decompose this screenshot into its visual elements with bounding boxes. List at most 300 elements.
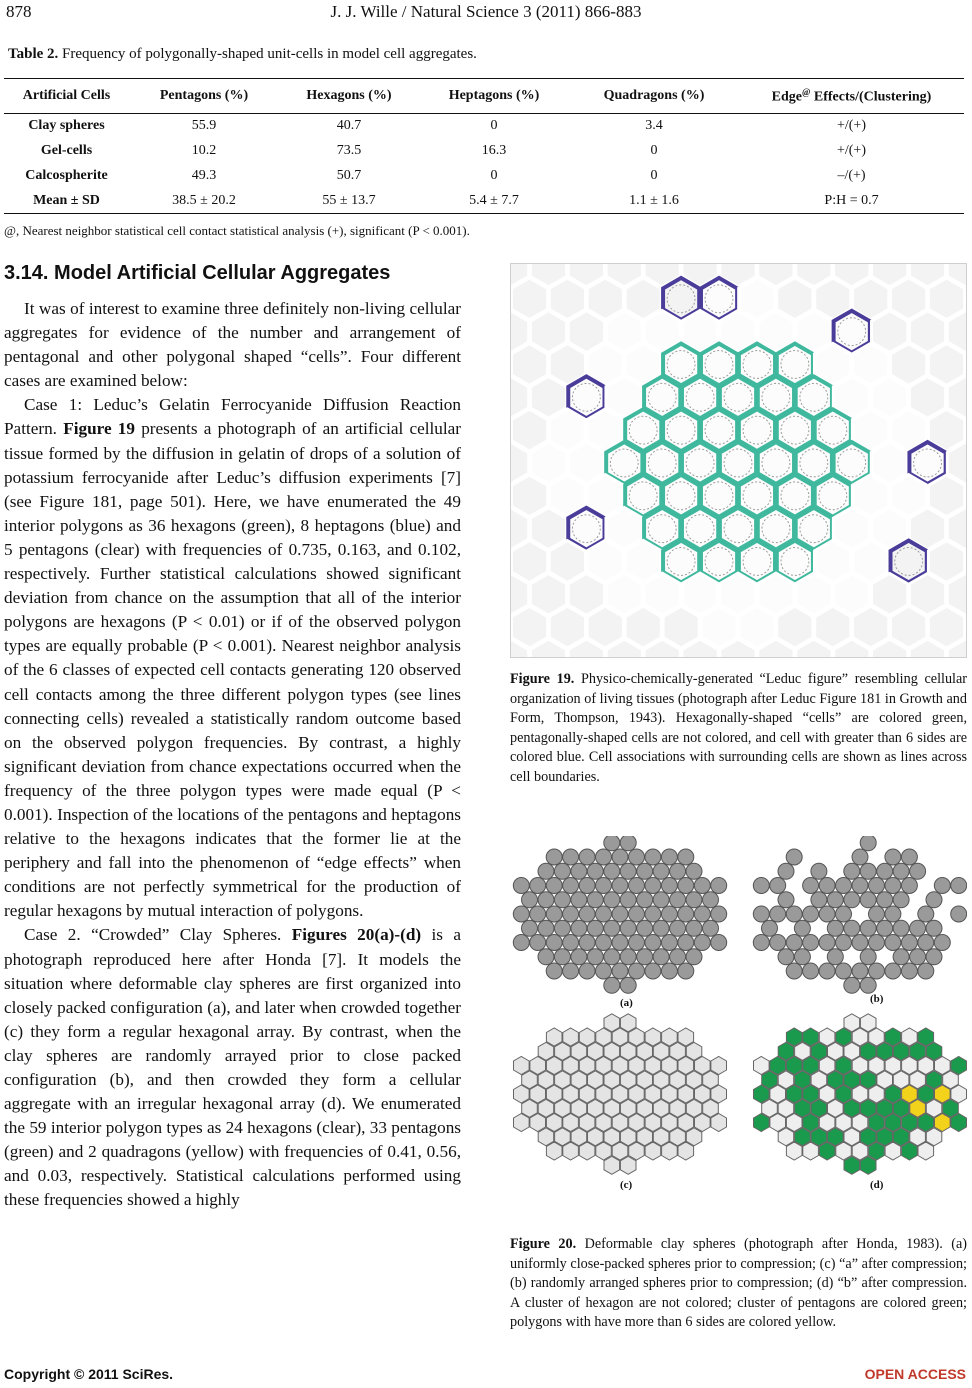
clay-sphere bbox=[554, 949, 570, 965]
clay-sphere bbox=[703, 892, 719, 908]
clay-sphere bbox=[653, 892, 669, 908]
clay-sphere bbox=[753, 906, 769, 922]
clay-sphere bbox=[951, 906, 967, 922]
table-header-cell: Hexagons (%) bbox=[279, 79, 419, 114]
clay-sphere bbox=[604, 892, 620, 908]
table-cell: +/(+) bbox=[836, 118, 866, 134]
clay-sphere bbox=[711, 878, 727, 894]
table-header-cell: Pentagons (%) bbox=[129, 79, 279, 114]
clay-sphere bbox=[893, 892, 909, 908]
clay-sphere bbox=[893, 863, 909, 879]
clay-sphere bbox=[670, 949, 686, 965]
background-cell bbox=[966, 409, 967, 451]
clay-sphere bbox=[563, 906, 579, 922]
clay-sphere bbox=[522, 920, 538, 936]
clay-sphere bbox=[836, 906, 852, 922]
clear-hexagon-cell bbox=[869, 1057, 885, 1075]
background-cell bbox=[966, 278, 967, 320]
clay-sphere bbox=[662, 1085, 678, 1103]
clay-sphere bbox=[869, 878, 885, 894]
table-header-cell: Heptagons (%) bbox=[419, 79, 569, 114]
clay-sphere bbox=[554, 920, 570, 936]
clay-sphere bbox=[604, 920, 620, 936]
green-pentagon-cell bbox=[885, 1085, 901, 1103]
clay-sphere bbox=[571, 863, 587, 879]
clear-hexagon-cell bbox=[836, 1114, 852, 1132]
clay-sphere bbox=[530, 935, 546, 951]
clay-sphere bbox=[530, 1114, 546, 1132]
clay-sphere bbox=[522, 892, 538, 908]
clay-sphere bbox=[819, 935, 835, 951]
clay-sphere bbox=[885, 878, 901, 894]
panel-label: (d) bbox=[870, 1179, 884, 1191]
clay-sphere bbox=[629, 963, 645, 979]
clay-sphere bbox=[546, 1114, 562, 1132]
clay-sphere bbox=[604, 1156, 620, 1174]
clay-sphere bbox=[885, 935, 901, 951]
clay-sphere bbox=[612, 935, 628, 951]
clay-sphere bbox=[678, 1142, 694, 1160]
clear-hexagon-cell bbox=[852, 1114, 868, 1132]
body-text bbox=[4, 297, 461, 1213]
clay-sphere bbox=[612, 963, 628, 979]
clay-sphere bbox=[770, 878, 786, 894]
clay-sphere bbox=[852, 935, 868, 951]
clay-sphere bbox=[778, 949, 794, 965]
clay-sphere bbox=[860, 863, 876, 879]
green-pentagon-cell bbox=[836, 1028, 852, 1046]
clay-sphere bbox=[546, 1057, 562, 1075]
table-cell: 0 bbox=[650, 143, 658, 158]
clay-sphere bbox=[563, 878, 579, 894]
clay-sphere bbox=[546, 878, 562, 894]
clay-sphere bbox=[901, 963, 917, 979]
clay-sphere bbox=[661, 906, 677, 922]
clay-sphere bbox=[612, 878, 628, 894]
green-pentagon-cell bbox=[844, 1156, 860, 1174]
clay-sphere bbox=[612, 1114, 628, 1132]
page-number: 878 bbox=[6, 2, 32, 21]
clay-sphere bbox=[860, 892, 876, 908]
clay-sphere bbox=[645, 1028, 661, 1046]
table-cell: 73.5 bbox=[336, 143, 362, 158]
clay-sphere bbox=[803, 878, 819, 894]
clay-sphere bbox=[653, 920, 669, 936]
clay-sphere bbox=[753, 935, 769, 951]
clay-sphere bbox=[645, 906, 661, 922]
clay-sphere bbox=[926, 892, 942, 908]
clay-sphere bbox=[596, 1142, 612, 1160]
yellow-quadragon-cell bbox=[935, 1085, 951, 1103]
green-pentagon-cell bbox=[860, 1156, 876, 1174]
clear-hexagon-cell bbox=[819, 1028, 835, 1046]
green-pentagon-cell bbox=[918, 1085, 934, 1103]
table-header-cell bbox=[739, 79, 964, 114]
clay-sphere bbox=[546, 849, 562, 865]
clay-sphere bbox=[926, 920, 942, 936]
clay-sphere bbox=[910, 920, 926, 936]
edge-header-text: Edge bbox=[771, 89, 803, 105]
clay-sphere bbox=[869, 906, 885, 922]
clay-sphere bbox=[836, 963, 852, 979]
clay-sphere bbox=[563, 1114, 579, 1132]
clay-sphere bbox=[579, 1114, 595, 1132]
clay-sphere bbox=[695, 1057, 711, 1075]
clay-sphere bbox=[762, 920, 778, 936]
clay-sphere bbox=[620, 1156, 636, 1174]
clay-sphere bbox=[596, 963, 612, 979]
clay-sphere bbox=[612, 906, 628, 922]
clay-sphere bbox=[819, 963, 835, 979]
green-pentagon-cell bbox=[902, 1114, 918, 1132]
clay-sphere bbox=[513, 935, 529, 951]
clay-sphere bbox=[604, 949, 620, 965]
clay-sphere bbox=[877, 892, 893, 908]
clay-sphere bbox=[885, 849, 901, 865]
table-cell: Clay spheres bbox=[28, 118, 105, 134]
table-cell: Gel-cells bbox=[40, 143, 93, 158]
green-pentagon-cell bbox=[803, 1114, 819, 1132]
clay-sphere bbox=[918, 906, 934, 922]
clay-sphere bbox=[844, 920, 860, 936]
table-cell: 40.7 bbox=[336, 118, 362, 134]
clay-sphere bbox=[645, 1114, 661, 1132]
table-cell: 16.3 bbox=[481, 143, 507, 158]
clay-sphere bbox=[645, 1057, 661, 1075]
table-header-row bbox=[4, 79, 964, 114]
figure-reference: Figures 20(a)-(d) bbox=[291, 925, 422, 945]
clay-sphere bbox=[596, 906, 612, 922]
clay-sphere bbox=[934, 935, 950, 951]
panel-label: (b) bbox=[870, 993, 884, 1005]
clay-sphere bbox=[596, 1114, 612, 1132]
clay-sphere bbox=[786, 849, 802, 865]
table-caption-text: Frequency of polygonally-shaped unit-cells in model cell aggregates. bbox=[58, 46, 477, 62]
clear-hexagon-cell bbox=[902, 1057, 918, 1075]
clay-sphere bbox=[546, 1142, 562, 1160]
clay-sphere bbox=[860, 977, 876, 993]
clay-sphere bbox=[629, 878, 645, 894]
table-cell: P:H = 0.7 bbox=[739, 189, 964, 214]
clay-sphere bbox=[910, 863, 926, 879]
clay-sphere bbox=[869, 963, 885, 979]
clear-hexagon-cell bbox=[869, 1028, 885, 1046]
clay-sphere bbox=[620, 949, 636, 965]
clear-hexagon-cell bbox=[819, 1114, 835, 1132]
clay-sphere bbox=[885, 906, 901, 922]
figure-19-caption-text: Physico-chemically-generated “Leduc figure” resembling cellular organization of living tissues (photograph after Leduc Figure 181 in Growth and Form, Thompson, 1943). Hexagonally-shaped “cells” are colored green, pentagonally-shaped cells are not colored, and cell with greater than 6 sides are colored blue. Cell associations with surrounding cells are shown as lines across cell boundaries. bbox=[510, 671, 968, 785]
clay-sphere bbox=[901, 935, 917, 951]
table-cell: –/(+) bbox=[837, 168, 866, 183]
green-pentagon-cell bbox=[803, 1085, 819, 1103]
clay-sphere bbox=[620, 920, 636, 936]
table-header-cell: Artificial Cells bbox=[4, 79, 129, 114]
table-cell: 55.9 bbox=[191, 118, 217, 134]
clay-sphere bbox=[563, 935, 579, 951]
clay-sphere bbox=[869, 935, 885, 951]
panel-label: (c) bbox=[620, 1179, 633, 1191]
yellow-quadragon-cell bbox=[935, 1114, 951, 1132]
green-pentagon-cell bbox=[786, 1085, 802, 1103]
clay-sphere bbox=[645, 1085, 661, 1103]
clay-sphere bbox=[637, 892, 653, 908]
clay-sphere bbox=[786, 963, 802, 979]
clay-sphere bbox=[513, 878, 529, 894]
clear-hexagon-cell bbox=[852, 1028, 868, 1046]
green-pentagon-cell bbox=[918, 1114, 934, 1132]
clay-sphere bbox=[918, 963, 934, 979]
table-cell: 49.3 bbox=[191, 168, 217, 183]
background-cell bbox=[966, 606, 967, 648]
clay-sphere bbox=[827, 920, 843, 936]
clay-sphere bbox=[587, 863, 603, 879]
running-head: J. J. Wille / Natural Science 3 (2011) 866-883 bbox=[330, 2, 642, 21]
clay-sphere bbox=[587, 892, 603, 908]
clay-sphere bbox=[711, 906, 727, 922]
clay-sphere bbox=[803, 963, 819, 979]
clay-sphere bbox=[885, 963, 901, 979]
paragraph-text: is a photograph reproduced here after Honda [7]. It models the situation where deformable clay spheres are first organized into closely packed configuration (a), and later when crowded together (c) they form a regular hexagonal array. By contrast, when the clay spheres are randomly arrayed prior to close packed configuration (b), and then crowded they form a cellular aggregate with an irregular hexagonal array (d). We enumerated the 59 interior polygon types as 24 hexagons (clear), 33 pentagons (green) and 2 quadragons (yellow) with frequencies of 0.41, 0.56, and 0.03, respectively. Statistical calculations performed using these frequencies showed a highly bbox=[4, 925, 461, 1210]
clay-sphere bbox=[852, 849, 868, 865]
clay-sphere bbox=[596, 1085, 612, 1103]
clay-sphere bbox=[670, 920, 686, 936]
table-cell: 0 bbox=[490, 118, 498, 134]
clay-sphere bbox=[538, 920, 554, 936]
clay-sphere bbox=[530, 1085, 546, 1103]
clear-hexagon-cell bbox=[852, 1142, 868, 1160]
clay-sphere bbox=[620, 977, 636, 993]
clay-sphere bbox=[662, 1114, 678, 1132]
clay-sphere bbox=[563, 963, 579, 979]
clay-sphere bbox=[877, 863, 893, 879]
clay-sphere bbox=[645, 935, 661, 951]
clay-sphere bbox=[653, 863, 669, 879]
green-pentagon-cell bbox=[869, 1114, 885, 1132]
table-cell: 38.5 ± 20.2 bbox=[129, 189, 279, 214]
table-cell: 10.2 bbox=[191, 143, 217, 158]
clay-sphere bbox=[686, 863, 702, 879]
green-pentagon-cell bbox=[918, 1028, 934, 1046]
green-pentagon-cell bbox=[754, 1085, 770, 1103]
clay-sphere bbox=[686, 949, 702, 965]
clay-sphere bbox=[770, 906, 786, 922]
clay-sphere bbox=[778, 863, 794, 879]
clay-sphere bbox=[686, 892, 702, 908]
green-pentagon-cell bbox=[819, 1142, 835, 1160]
green-pentagon-cell bbox=[869, 1142, 885, 1160]
clay-sphere bbox=[770, 935, 786, 951]
table-cell: 3.4 bbox=[645, 118, 663, 134]
clay-sphere bbox=[604, 863, 620, 879]
edge-header-superscript: @ bbox=[802, 86, 811, 97]
clay-sphere bbox=[811, 892, 827, 908]
clay-sphere bbox=[645, 963, 661, 979]
clay-sphere bbox=[579, 906, 595, 922]
clay-sphere bbox=[546, 1028, 562, 1046]
clay-sphere bbox=[918, 935, 934, 951]
panel-label: (a) bbox=[620, 997, 633, 1009]
clay-sphere bbox=[694, 906, 710, 922]
clay-sphere bbox=[612, 1057, 628, 1075]
clay-sphere bbox=[860, 949, 876, 965]
green-pentagon-cell bbox=[902, 1142, 918, 1160]
clay-sphere bbox=[563, 849, 579, 865]
clay-sphere bbox=[554, 863, 570, 879]
clear-hexagon-cell bbox=[770, 1114, 786, 1132]
clay-sphere bbox=[703, 920, 719, 936]
clay-sphere bbox=[695, 1114, 711, 1132]
clay-sphere bbox=[571, 920, 587, 936]
table-cell: Calcospherite bbox=[25, 168, 108, 183]
clay-sphere bbox=[893, 949, 909, 965]
clay-sphere bbox=[951, 878, 967, 894]
clay-sphere bbox=[711, 1057, 727, 1075]
clay-sphere bbox=[794, 920, 810, 936]
clay-sphere bbox=[844, 977, 860, 993]
clay-sphere bbox=[587, 920, 603, 936]
figure-reference: Figure 19 bbox=[63, 419, 135, 439]
clear-hexagon-cell bbox=[869, 1085, 885, 1103]
clay-sphere bbox=[711, 1085, 727, 1103]
clay-sphere bbox=[645, 849, 661, 865]
clear-hexagon-cell bbox=[852, 1057, 868, 1075]
table-cell: Mean ± SD bbox=[4, 189, 129, 214]
clay-sphere bbox=[629, 935, 645, 951]
clay-sphere bbox=[629, 1114, 645, 1132]
clay-sphere bbox=[786, 935, 802, 951]
clay-sphere bbox=[778, 892, 794, 908]
clear-hexagon-cell bbox=[918, 1142, 934, 1160]
clear-hexagon-cell bbox=[836, 1142, 852, 1160]
section-heading: 3.14. Model Artificial Cellular Aggregates bbox=[4, 262, 391, 284]
clay-sphere bbox=[579, 1057, 595, 1075]
table-note: @, Nearest neighbor statistical cell contact statistical analysis (+), significant (P < 0.001). bbox=[4, 223, 470, 238]
table-cell: 5.4 ± 7.7 bbox=[419, 189, 569, 214]
paragraph-text: Case 1: Leduc’s Gelatin Ferrocyanide Diffusion Reaction Pattern. bbox=[4, 395, 461, 439]
clay-sphere bbox=[803, 935, 819, 951]
table-cell: 0 bbox=[650, 168, 658, 183]
table-cell: 1.1 ± 1.6 bbox=[569, 189, 739, 214]
figure-19-image bbox=[510, 263, 967, 658]
clay-sphere bbox=[612, 1085, 628, 1103]
clear-hexagon-cell bbox=[852, 1085, 868, 1103]
clay-sphere bbox=[662, 1057, 678, 1075]
clay-sphere bbox=[670, 863, 686, 879]
green-pentagon-cell bbox=[786, 1028, 802, 1046]
clay-sphere bbox=[678, 878, 694, 894]
clay-sphere bbox=[563, 1085, 579, 1103]
clay-sphere bbox=[694, 935, 710, 951]
clay-sphere bbox=[637, 949, 653, 965]
clear-hexagon-cell bbox=[770, 1085, 786, 1103]
clay-sphere bbox=[604, 977, 620, 993]
clay-sphere bbox=[596, 849, 612, 865]
green-pentagon-cell bbox=[951, 1057, 967, 1075]
clay-sphere bbox=[844, 863, 860, 879]
figure-20-label: Figure 20. bbox=[510, 1236, 577, 1252]
clay-sphere bbox=[612, 1028, 628, 1046]
table-row bbox=[4, 189, 964, 214]
clear-hexagon-cell bbox=[902, 1028, 918, 1046]
copyright-footer: Copyright © 2011 SciRes. bbox=[4, 1366, 174, 1382]
clay-sphere bbox=[934, 878, 950, 894]
green-pentagon-cell bbox=[836, 1085, 852, 1103]
clay-sphere bbox=[571, 949, 587, 965]
clay-sphere bbox=[926, 949, 942, 965]
clear-hexagon-cell bbox=[819, 1057, 835, 1075]
clay-sphere bbox=[662, 1028, 678, 1046]
clay-sphere bbox=[579, 935, 595, 951]
clay-sphere bbox=[629, 1142, 645, 1160]
clay-sphere bbox=[711, 1114, 727, 1132]
green-pentagon-cell bbox=[786, 1057, 802, 1075]
clay-sphere bbox=[678, 849, 694, 865]
paragraph bbox=[4, 923, 461, 1212]
clay-sphere bbox=[901, 878, 917, 894]
clay-sphere bbox=[629, 906, 645, 922]
yellow-quadragon-cell bbox=[902, 1085, 918, 1103]
clay-sphere bbox=[538, 863, 554, 879]
clay-sphere bbox=[629, 849, 645, 865]
clay-sphere bbox=[860, 836, 876, 851]
clay-sphere bbox=[563, 1057, 579, 1075]
clay-sphere bbox=[546, 906, 562, 922]
clay-sphere bbox=[596, 878, 612, 894]
clay-sphere bbox=[827, 949, 843, 965]
clay-sphere bbox=[637, 920, 653, 936]
clay-sphere bbox=[670, 892, 686, 908]
clay-sphere bbox=[661, 849, 677, 865]
paragraph-text: Case 2. “Crowded” Clay Spheres. bbox=[24, 925, 292, 945]
clay-sphere bbox=[844, 892, 860, 908]
clay-sphere bbox=[579, 878, 595, 894]
clay-sphere bbox=[563, 1142, 579, 1160]
green-pentagon-cell bbox=[885, 1028, 901, 1046]
clay-sphere bbox=[546, 1085, 562, 1103]
table-cell: 55 ± 13.7 bbox=[279, 189, 419, 214]
clay-sphere bbox=[587, 949, 603, 965]
clay-sphere bbox=[579, 1142, 595, 1160]
clay-sphere bbox=[678, 1028, 694, 1046]
clear-hexagon-cell bbox=[885, 1142, 901, 1160]
clay-sphere bbox=[901, 849, 917, 865]
clay-sphere bbox=[893, 920, 909, 936]
clear-hexagon-cell bbox=[786, 1114, 802, 1132]
clay-sphere bbox=[711, 935, 727, 951]
green-pentagon-cell bbox=[803, 1028, 819, 1046]
clay-sphere bbox=[686, 920, 702, 936]
clay-sphere bbox=[794, 949, 810, 965]
clear-hexagon-cell bbox=[918, 1057, 934, 1075]
clay-sphere bbox=[571, 892, 587, 908]
clay-sphere bbox=[530, 878, 546, 894]
clay-sphere bbox=[637, 863, 653, 879]
clay-sphere bbox=[661, 935, 677, 951]
clay-sphere bbox=[819, 878, 835, 894]
clay-sphere bbox=[827, 892, 843, 908]
clear-hexagon-cell bbox=[951, 1085, 967, 1103]
green-pentagon-cell bbox=[803, 1057, 819, 1075]
clear-hexagon-cell bbox=[885, 1057, 901, 1075]
background-cell bbox=[966, 344, 967, 386]
clay-sphere bbox=[678, 963, 694, 979]
clay-sphere bbox=[596, 935, 612, 951]
clay-sphere bbox=[661, 963, 677, 979]
clay-sphere bbox=[836, 935, 852, 951]
clay-sphere bbox=[910, 949, 926, 965]
clay-sphere bbox=[546, 963, 562, 979]
clay-sphere bbox=[786, 906, 802, 922]
